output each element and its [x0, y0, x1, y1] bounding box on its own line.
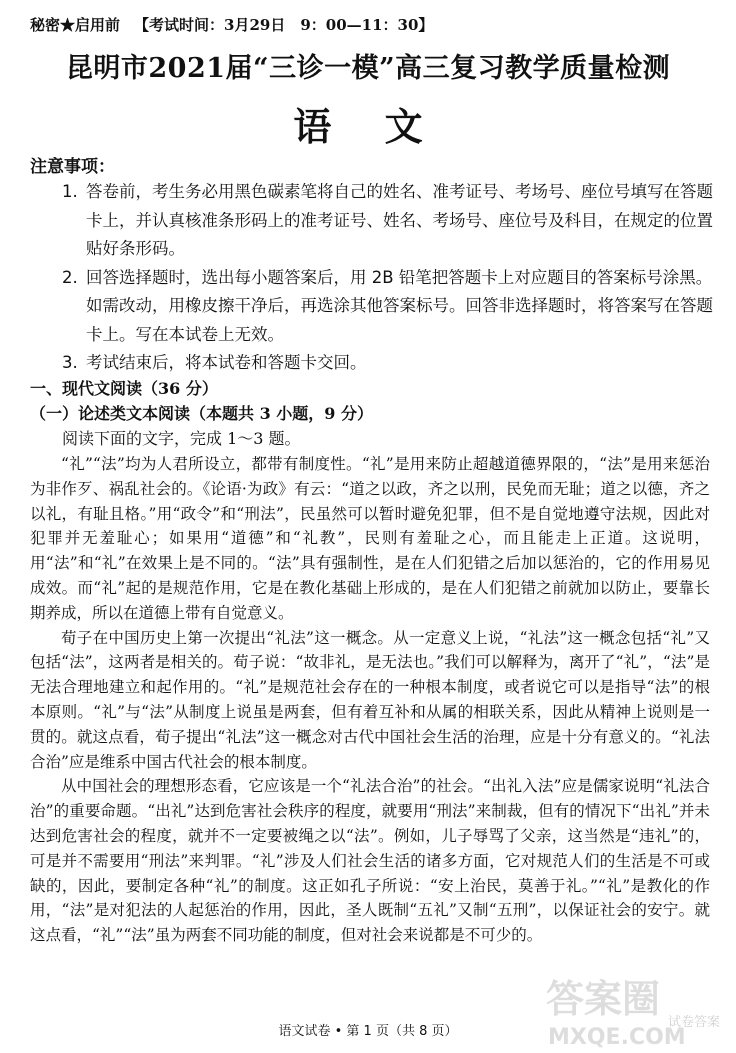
notice-number: 1.	[62, 182, 78, 201]
section-subtitle: （一）论述类文本阅读（本题共 3 小题，9 分）	[30, 404, 373, 423]
exam-time: 【考试时间：3月29日 9：00—11：30】	[134, 16, 434, 34]
passage-paragraph: “礼”“法”均为人君所设立，都带有制度性。“礼”是用来防止超越道德界限的，“法”是用来惩治为非作歹、祸乱社会的。《论语·为政》有云：“道之以政，齐之以刑，民免而无耻；道之以德，齐之以礼，有耻且格。”用“政令”和“刑法”，民虽然可以暂时避免犯罪，但不是自觉地遵守法规，因此对犯罪并无羞耻心；如果用“道德”和“礼教”，民则有羞耻之心，而且能走上正道。这说明，用“法”和“礼”在效果上是不同的。“法”具有强制性，是在人们犯错之后加以惩治的，它的作用易见成效。而“礼”起的是规范作用，它是在教化基础上形成的，是在人们犯错之前就加以防止，要靠长期养成，所以在道德上带有自觉意义。	[30, 455, 710, 622]
passage-paragraph: 荀子在中国历史上第一次提出“礼法”这一概念。从一定意义上说，“礼法”这一概念包括“礼”又包括“法”，这两者是相关的。荀子说：“故非礼，是无法也。”我们可以解释为，离开了“礼”，“法”是无法合理地建立和起作用的。“礼”是规范社会存在的一种根本制度，或者说它可以是指导“法”的根本原则。“礼”与“法”从制度上说虽是两套，但有着互补和从属的相联关系，因此从精神上说则是一贯的。就这点看，荀子提出“礼法”这一概念对古代中国社会生活的治理，应是十分有意义的。“礼法合治”应是维系中国古代社会的根本制度。	[30, 628, 710, 771]
reading-instruction: 阅读下面的文字，完成 1～3 题。	[62, 429, 301, 448]
passage-paragraph: 从中国社会的理想形态看，它应该是一个“礼法合治”的社会。“出礼入法”应是儒家说明“礼法合治”的重要命题。“出礼”达到危害社会秩序的程度，就要用“刑法”来制裁，但有的情况下“出礼”并未达到危害社会的程度，就并不一定要被绳之以“法”。例如，儿子辱骂了父亲，这当然是“违礼”的，可是并不需要用“刑法”来判罪。“礼”涉及人们社会生活的诸多方面，它对规范人们的生活是不可或缺的，因此，要制定各种“礼”的制度。这正如孔子所说：“安上治民，莫善于礼。”“礼”是教化的作用，“法”是对犯法的人起惩治的作用，因此，圣人既制“五礼”又制“五刑”，以保证社会的安宁。就这点看，“礼”“法”虽为两套不同功能的制度，但对社会来说都是不可少的。	[30, 777, 710, 945]
notice-item	[62, 349, 716, 378]
section-title: 一、现代文阅读（36 分）	[30, 379, 218, 398]
page-footer: 语文试卷 • 第 1 页（共 8 页）	[278, 1024, 458, 1039]
notice-item	[62, 178, 716, 264]
header-line	[30, 14, 433, 35]
watermark-logo	[540, 970, 730, 1048]
watermark-url: MXQE.COM	[548, 1025, 686, 1048]
reading-passage	[30, 452, 710, 948]
notice-list	[62, 178, 716, 378]
notice-text: 答卷前，考生务必用黑色碳素笔将自己的姓名、准考证号、考场号、座位号填写在答题卡上，并认真核准条形码上的准考证号、姓名、考场号、座位号及科目，在规定的位置贴好条形码。	[86, 182, 713, 258]
exam-title: 昆明市2021届“三诊一模”高三复习教学质量检测	[65, 53, 671, 84]
notice-item	[62, 264, 716, 350]
watermark-tag: 试卷答案	[668, 1015, 721, 1030]
notice-number: 3.	[62, 353, 78, 372]
notice-number: 2.	[62, 267, 78, 287]
watermark-text: 答案圈	[546, 977, 661, 1021]
notice-text: 考试结束后，将本试卷和答题卡交回。	[86, 353, 367, 372]
notice-heading: 注意事项：	[30, 157, 115, 177]
notice-text: 回答选择题时，选出每小题答案后，用 2B 铅笔把答题卡上对应题目的答案标号涂黑。如需改动，用橡皮擦干净后，再选涂其他答案标号。回答非选择题时，将答案写在答题卡上。写在本试卷上无效。	[86, 267, 713, 344]
subject-title: 语 文	[293, 104, 443, 149]
secrecy-label: 秘密★启用前	[30, 16, 121, 34]
